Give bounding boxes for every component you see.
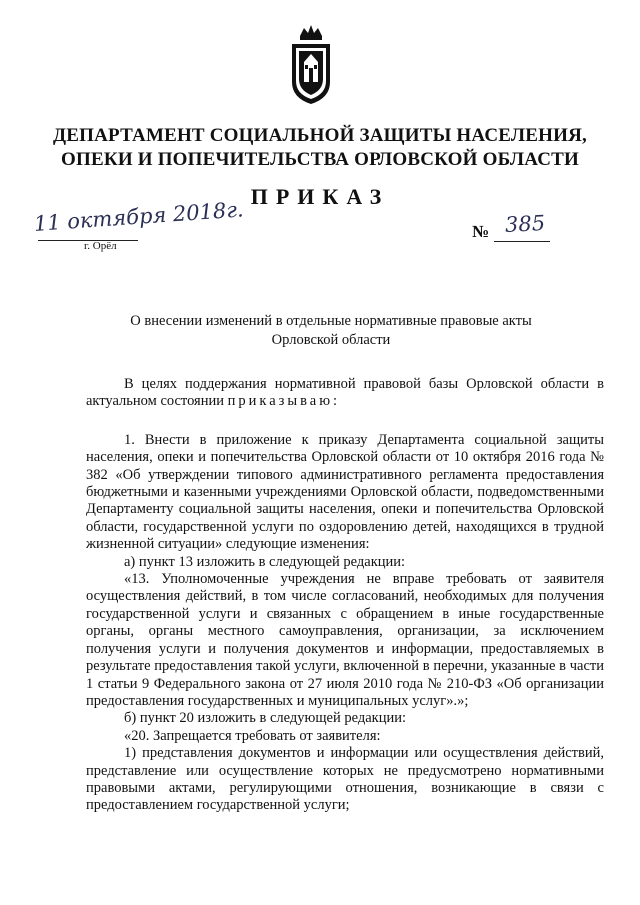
paragraph-point-20-1: 1) представления документов и информации или осуществления действий, представление или осуществление которых не предусмотрено нормативными правовыми актами, регулирующими отношения, возникающие в связи с предоставлением государственной услуги;: [86, 745, 604, 814]
department-name-line-1: ДЕПАРТАМЕНТ СОЦИАЛЬНОЙ ЗАЩИТЫ НАСЕЛЕНИЯ,: [53, 125, 587, 146]
order-subject: О внесении изменений в отдельные нормативные правовые акты Орловской области: [130, 313, 532, 348]
document-type-title: ПРИКАЗ: [250, 184, 390, 209]
city-label: г. Орёл: [84, 240, 117, 252]
paragraph-point-13: «13. Уполномоченные учреждения не вправе требовать от заявителя осуществления действий, в том числе согласований, необходимых для получения государственной услуги и связанных с обращением в иные государственные органы, органы местного самоуправления, организации, за исключением получения услуги и получения документов и информации, предоставляемых в результате предоставления такой услуги, включенной в перечни, указанные в части 1 статьи 9 Федерального закона от 27 июля 2010 года № 210-ФЗ «Об организации предоставления государственных и муниципальных услуг».»;: [86, 571, 604, 709]
number-sign: №: [472, 222, 490, 241]
paragraph-preamble: [86, 376, 604, 411]
preamble-text: В целях поддержания нормативной правовой базы Орловской области в актуальном состоянии: [86, 376, 604, 410]
number-underline: [494, 241, 550, 242]
order-body: [86, 376, 604, 815]
handwritten-order-number: 385: [504, 210, 546, 238]
paragraph-item-1: 1. Внести в приложение к приказу Департамента социальной защиты населения, опеки и попечительства Орловской области от 10 октября 2016 года № 382 «Об утверждении типового административного регламента предоставления бюджетными и казенными учреждениями Орловской области, подведомственными Департаменту социальной защиты населения, опеки и попечительства Орловской области, государственной услуги по оздоровлению детей, находящихся в трудной жизненной ситуации» следующие изменения:: [86, 431, 604, 553]
handwritten-date: 11 октября 2018г.: [33, 197, 245, 236]
orel-region-coat-of-arms-icon: [286, 22, 336, 106]
paragraph-point-20: «20. Запрещается требовать от заявителя:: [124, 727, 381, 744]
department-name-line-2: ОПЕКИ И ПОПЕЧИТЕЛЬСТВА ОРЛОВСКОЙ ОБЛАСТИ: [61, 149, 579, 170]
order-verb: приказываю:: [227, 393, 341, 410]
paragraph-subitem-b: б) пункт 20 изложить в следующей редакции:: [124, 710, 406, 727]
paragraph-subitem-a: а) пункт 13 изложить в следующей редакции:: [124, 553, 406, 570]
